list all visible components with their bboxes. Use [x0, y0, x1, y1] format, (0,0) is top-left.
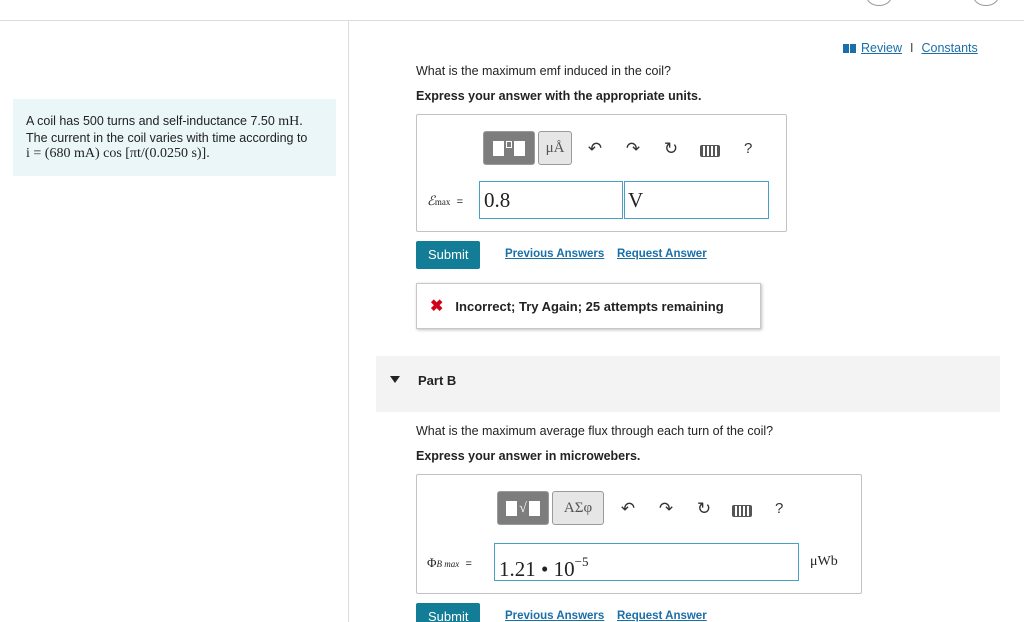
part-a-request-answer-link[interactable]: Request Answer [617, 248, 707, 260]
units-button[interactable]: μÅ [538, 131, 572, 165]
template-radical-button[interactable] [497, 491, 549, 525]
part-a-answer-box [416, 114, 787, 232]
review-link[interactable]: Review [861, 41, 902, 55]
review-constants-links [843, 41, 978, 55]
link-separator: I [910, 41, 914, 55]
part-b-instruction: Express your answer in microwebers. [416, 449, 641, 463]
part-a-instruction: Express your answer with the appropriate units. [416, 89, 702, 103]
template-icon [493, 141, 525, 156]
flux-value-input[interactable]: 1.21 • $10^{-5}$ [494, 543, 799, 581]
redo-icon[interactable]: ↷ [625, 139, 641, 158]
problem-pane [0, 21, 349, 622]
part-a-feedback [416, 283, 761, 329]
help-icon[interactable]: ? [775, 500, 784, 517]
part-b-submit-button[interactable]: Submit [416, 603, 480, 622]
emf-max-label: ℰmax = [427, 193, 464, 208]
emf-value-input[interactable]: 0.8 [479, 181, 623, 219]
undo-icon[interactable]: ↶ [620, 499, 636, 518]
nav-circle-icon[interactable] [973, 0, 999, 6]
part-a-submit-button[interactable]: Submit [416, 241, 480, 269]
part-a-previous-answers-link[interactable]: Previous Answers [505, 248, 605, 260]
problem-line-1: A coil has 500 turns and self-inductance 7.50 mH. [26, 114, 303, 129]
reset-icon[interactable]: ↻ [663, 139, 679, 158]
feedback-text: Incorrect; Try Again; 25 attempts remaining [455, 298, 724, 314]
template-radical-icon: √ [506, 501, 540, 516]
part-b-request-answer-link[interactable]: Request Answer [617, 610, 707, 622]
redo-icon[interactable]: ↷ [658, 499, 674, 518]
greek-symbols-button[interactable]: ΑΣφ [552, 491, 604, 525]
help-icon[interactable]: ? [744, 140, 753, 157]
emf-unit-input[interactable]: V [624, 181, 769, 219]
keyboard-icon[interactable] [732, 505, 752, 517]
nav-circle-icon[interactable] [866, 0, 892, 6]
part-b-question: What is the maximum average flux through each turn of the coil? [416, 424, 774, 438]
problem-statement [13, 99, 336, 176]
problem-line-3: i = (680 mA) cos [πt/(0.0250 s)]. [26, 146, 210, 161]
template-button[interactable] [483, 131, 535, 165]
book-icon [843, 44, 857, 53]
keyboard-icon[interactable] [700, 145, 720, 157]
part-b-answer-box [416, 474, 862, 594]
reset-icon[interactable]: ↻ [696, 499, 712, 518]
collapse-triangle-icon[interactable] [390, 376, 400, 383]
flux-unit-label: μWb [810, 554, 838, 569]
part-b-previous-answers-link[interactable]: Previous Answers [505, 610, 605, 622]
top-bar [0, 0, 1024, 21]
undo-icon[interactable]: ↶ [587, 139, 603, 158]
part-b-header[interactable] [376, 356, 1000, 412]
constants-link[interactable]: Constants [921, 41, 978, 55]
incorrect-x-icon: ✖ [430, 298, 444, 315]
part-b-title: Part B [418, 373, 457, 388]
problem-line-2: The current in the coil varies with time according to [26, 131, 308, 145]
part-a-question: What is the maximum emf induced in the coil? [416, 64, 671, 78]
flux-max-label: ΦB max = [427, 555, 472, 570]
